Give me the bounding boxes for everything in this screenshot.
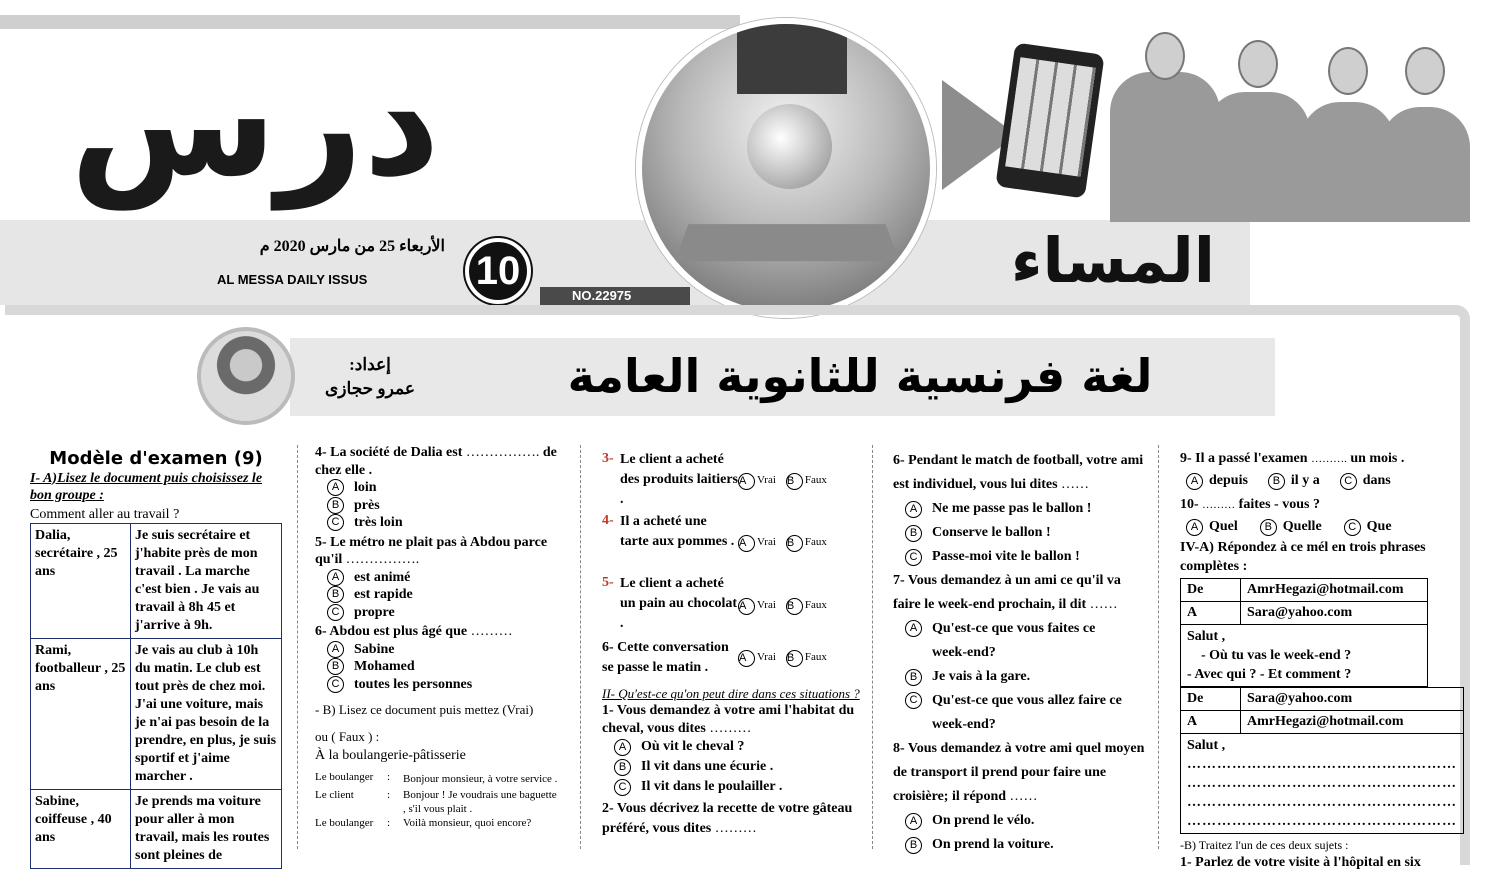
mail-to-row bbox=[1181, 711, 1464, 734]
partB-instruction: - B) Lisez ce document puis mettez (Vrai) bbox=[315, 702, 534, 717]
option-a[interactable] bbox=[1186, 516, 1238, 538]
situation-2-text: 2- Vous décrivez la recette de votre gâteau préféré, vous dites bbox=[602, 801, 853, 836]
option-b[interactable] bbox=[1260, 516, 1322, 538]
column-divider bbox=[1158, 445, 1159, 849]
situation-7 bbox=[893, 569, 1148, 617]
issue-date: الأربعاء 25 من مارس 2020 م bbox=[259, 238, 445, 255]
table-row bbox=[31, 524, 282, 639]
letter-a-circle: A bbox=[738, 650, 755, 667]
option-a[interactable] bbox=[893, 497, 1148, 521]
item-number: 4- bbox=[602, 513, 614, 528]
vrai-label: Vrai bbox=[757, 599, 776, 612]
phone-screen bbox=[1005, 57, 1096, 177]
letter-a-circle: A bbox=[327, 569, 344, 586]
students-photo bbox=[1100, 22, 1470, 222]
mail-line: - Avec qui ? - Et comment ? bbox=[1187, 667, 1352, 682]
letter-a-circle: A bbox=[905, 501, 922, 518]
letter-b-circle: B bbox=[786, 473, 803, 490]
item-number: 5- bbox=[602, 575, 614, 590]
option-label: On prend le vélo. bbox=[932, 813, 1035, 828]
letter-a-circle: A bbox=[738, 473, 755, 490]
option-label: Ne me passe pas le ballon ! bbox=[932, 501, 1092, 516]
globe-icon bbox=[747, 104, 832, 189]
partB-instruction: -B) Traitez l'un de ces deux sujets : bbox=[1180, 838, 1349, 852]
vrai-faux bbox=[738, 512, 827, 574]
option-a[interactable] bbox=[893, 809, 1148, 833]
blank-dots: …… bbox=[1061, 477, 1090, 492]
letter-c-circle: C bbox=[1344, 519, 1361, 536]
letter-a-circle: A bbox=[1186, 519, 1203, 536]
option-b[interactable] bbox=[893, 521, 1148, 545]
faux-choice[interactable] bbox=[786, 534, 827, 552]
mail-body bbox=[1181, 625, 1428, 687]
option-label: Il vit dans le poulailler . bbox=[641, 779, 783, 794]
answer-line: ……………………………………………… bbox=[1187, 757, 1457, 772]
column-1 bbox=[30, 450, 282, 869]
person-figure bbox=[1380, 107, 1470, 222]
question-10 bbox=[1180, 494, 1430, 516]
mail-to: Sara@yahoo.com bbox=[1241, 602, 1428, 625]
document-title: À la boulangerie-pâtisserie bbox=[315, 748, 466, 763]
letter-b-circle: B bbox=[786, 598, 803, 615]
colon: : bbox=[387, 770, 391, 783]
al-messa-logo: المساء bbox=[1010, 224, 1215, 297]
mail-label: A bbox=[1181, 711, 1241, 734]
dialog-text: Voilà monsieur, quoi encore? bbox=[403, 816, 532, 829]
option-a[interactable] bbox=[315, 479, 565, 497]
option-b[interactable] bbox=[315, 658, 565, 676]
option-a[interactable] bbox=[602, 737, 860, 757]
smartphone-graphic bbox=[995, 42, 1104, 198]
situation-7-text: 7- Vous demandez à un ami ce qu'il va faire le week-end prochain, il dit bbox=[893, 573, 1121, 612]
document-question: Comment aller au travail ? bbox=[30, 506, 180, 522]
email-box-2 bbox=[1180, 687, 1464, 834]
technology-photo bbox=[636, 18, 936, 318]
option-c[interactable] bbox=[893, 689, 1148, 737]
letter-c-circle: C bbox=[905, 692, 922, 709]
option-c[interactable] bbox=[1340, 470, 1391, 492]
vrai-choice[interactable] bbox=[738, 649, 776, 667]
option-c[interactable] bbox=[315, 676, 565, 694]
question-10-start: 10- bbox=[1180, 497, 1199, 512]
dialog-speaker: Le boulanger bbox=[315, 770, 374, 783]
question-6-text: 6- Abdou est plus âgé que bbox=[315, 624, 468, 639]
table-row bbox=[31, 639, 282, 790]
column-3 bbox=[602, 450, 860, 839]
commute-table bbox=[30, 523, 282, 869]
option-label: On prend la voiture. bbox=[932, 837, 1054, 852]
letter-a-circle: A bbox=[905, 813, 922, 830]
option-label: propre bbox=[354, 604, 395, 620]
item-text: Il a acheté une tarte aux pommes . bbox=[620, 514, 735, 549]
table-cell-who: Dalia, secrétaire , 25 ans bbox=[31, 524, 131, 639]
letter-a-circle: A bbox=[614, 739, 631, 756]
issue-name-en: AL MESSA DAILY ISSUS bbox=[217, 272, 368, 287]
option-b[interactable] bbox=[893, 665, 1148, 689]
letter-a-circle: A bbox=[905, 620, 922, 637]
suit-shape bbox=[737, 24, 847, 94]
table-cell-who: Sabine, coiffeuse , 40 ans bbox=[31, 790, 131, 869]
table-cell-text: Je prends ma voiture pour aller à mon travail, mais les routes sont pleines de bbox=[131, 790, 282, 869]
page-number-badge: 10 bbox=[465, 238, 531, 304]
mail-greeting: Salut , bbox=[1187, 629, 1226, 644]
prepared-label: إعداد: bbox=[349, 355, 391, 374]
table-row bbox=[31, 790, 282, 869]
item-number: 3- bbox=[602, 451, 614, 466]
blank-dots: ……………. bbox=[465, 445, 540, 460]
part4-instruction: IV-A) Répondez à ce mél en trois phrases complètes : bbox=[1180, 540, 1426, 574]
column-divider bbox=[580, 445, 581, 849]
dialog-line bbox=[315, 788, 560, 816]
letter-b-circle: B bbox=[327, 658, 344, 675]
letter-a-circle: A bbox=[327, 479, 344, 496]
vrai-faux bbox=[738, 450, 827, 512]
letter-c-circle: C bbox=[1340, 473, 1357, 490]
question-4-end: de chez elle . bbox=[315, 445, 557, 478]
mail-reply-row bbox=[1181, 734, 1464, 834]
mail-label: De bbox=[1181, 688, 1241, 711]
dialog-line bbox=[315, 816, 560, 830]
blank-dots: ……………. bbox=[345, 552, 420, 567]
question-9-text: 9- Il a passé l'examen bbox=[1180, 451, 1308, 466]
situation-8 bbox=[893, 737, 1148, 809]
table-cell-who: Rami, footballeur , 25 ans bbox=[31, 639, 131, 790]
option-label: depuis bbox=[1209, 473, 1248, 488]
faux-label: Faux bbox=[804, 651, 827, 664]
colon: : bbox=[387, 788, 391, 801]
mail-line: - Où tu vas le week-end ? bbox=[1201, 648, 1352, 663]
blank-dots: ……… bbox=[470, 624, 513, 639]
q9-options bbox=[1180, 470, 1430, 492]
mail-body-row bbox=[1181, 625, 1428, 687]
faux-label: Faux bbox=[804, 536, 827, 549]
part2-instruction: II- Qu'est-ce qu'on peut dire dans ces situations ? bbox=[602, 686, 860, 701]
mail-from-row bbox=[1181, 688, 1464, 711]
option-b[interactable] bbox=[602, 757, 860, 777]
option-label: Où vit le cheval ? bbox=[641, 739, 745, 754]
tablet-shape bbox=[675, 224, 899, 261]
question-6 bbox=[315, 623, 565, 641]
mail-to: AmrHegazi@hotmail.com bbox=[1241, 711, 1464, 734]
issue-number: NO.22975 bbox=[540, 287, 690, 305]
option-label: Je vais à la gare. bbox=[932, 669, 1031, 684]
letter-b-circle: B bbox=[327, 497, 344, 514]
item-text: Le client a acheté un pain au chocolat . bbox=[620, 576, 738, 631]
option-label: toutes les personnes bbox=[354, 676, 473, 692]
sujet-1: 1- Parlez de votre visite à l'hôpital en six bbox=[1180, 855, 1421, 870]
vrai-label: Vrai bbox=[757, 474, 776, 487]
letter-b-circle: B bbox=[905, 525, 922, 542]
option-label: Conserve le ballon ! bbox=[932, 525, 1051, 540]
mail-from: Sara@yahoo.com bbox=[1241, 688, 1464, 711]
page-title: لغة فرنسية للثانوية العامة bbox=[567, 349, 1153, 403]
column-2 bbox=[315, 444, 565, 830]
option-c[interactable] bbox=[1344, 516, 1392, 538]
mail-label: A bbox=[1181, 602, 1241, 625]
letter-c-circle: C bbox=[905, 549, 922, 566]
option-a[interactable] bbox=[1186, 470, 1248, 492]
tf-item bbox=[602, 574, 860, 638]
option-c[interactable] bbox=[315, 514, 565, 532]
top-gray-bar bbox=[0, 15, 740, 29]
vrai-label: Vrai bbox=[757, 536, 776, 549]
option-a[interactable] bbox=[893, 617, 1148, 665]
author-avatar bbox=[197, 327, 295, 425]
option-b[interactable] bbox=[893, 833, 1148, 857]
column-4 bbox=[893, 449, 1148, 857]
dialog-text: Bonjour ! Je voudrais une baguette , s'il vous plait . bbox=[403, 788, 557, 815]
mail-label: De bbox=[1181, 579, 1241, 602]
option-label: Mohamed bbox=[354, 659, 415, 674]
option-label: Il vit dans une écurie . bbox=[641, 759, 774, 774]
letter-c-circle: C bbox=[327, 676, 344, 693]
email-box-1 bbox=[1180, 578, 1428, 687]
partB-instruction-2: ou ( Faux ) : bbox=[315, 728, 380, 744]
vrai-choice[interactable] bbox=[738, 472, 776, 490]
dialog-speaker: Le client bbox=[315, 788, 354, 801]
situation-1 bbox=[602, 702, 860, 737]
question-10-end: faites - vous ? bbox=[1238, 497, 1320, 512]
blank-dots: ……… bbox=[1202, 499, 1236, 511]
letter-b-circle: B bbox=[614, 759, 631, 776]
item-text: Le client a acheté des produits laitiers . bbox=[620, 452, 738, 507]
blank-dots: ……… bbox=[714, 821, 757, 836]
vrai-choice[interactable] bbox=[738, 534, 776, 552]
blank-dots: …… bbox=[1089, 597, 1118, 612]
author-name: عمرو حجازى bbox=[325, 379, 415, 398]
person-figure bbox=[1110, 72, 1220, 222]
letter-a-circle: A bbox=[738, 535, 755, 552]
dialog-table bbox=[315, 770, 560, 830]
blank-dots: …… bbox=[1009, 789, 1038, 804]
person-head bbox=[1145, 32, 1185, 80]
situation-6 bbox=[893, 449, 1148, 497]
option-label: Que bbox=[1366, 519, 1392, 534]
blank-dots: ……… bbox=[709, 720, 752, 736]
option-label: Quel bbox=[1209, 519, 1238, 534]
option-label: Quelle bbox=[1282, 519, 1322, 534]
letter-a-circle: A bbox=[327, 641, 344, 658]
mail-to-row bbox=[1181, 602, 1428, 625]
vrai-faux bbox=[738, 574, 827, 638]
table-cell-text: Je vais au club à 10h du matin. Le club est tout près de chez moi. J'ai une voiture, mais je n'ai pas besoin de la prendre, en plus, je suis sportif et j'aime marcher . bbox=[131, 639, 282, 790]
letter-c-circle: C bbox=[327, 604, 344, 621]
person-head bbox=[1238, 40, 1278, 88]
mail-from-row bbox=[1181, 579, 1428, 602]
situation-6-text: 6- Pendant le match de football, votre ami est individuel, vous lui dites bbox=[893, 453, 1144, 492]
tf-item bbox=[602, 450, 860, 512]
option-c[interactable] bbox=[602, 777, 860, 797]
vrai-label: Vrai bbox=[757, 651, 776, 664]
question-9-end: un mois . bbox=[1350, 451, 1405, 466]
question-5 bbox=[315, 534, 565, 569]
option-c[interactable] bbox=[315, 604, 565, 622]
option-label: Qu'est-ce que vous allez faire ce week-end? bbox=[932, 693, 1122, 732]
faux-choice[interactable] bbox=[786, 472, 827, 490]
table-cell-text: Je suis secrétaire et j'habite près de mon travail . La marche c'est bien . Je vais au travail à 8h 45 et j'arrive à 9h. bbox=[131, 524, 282, 639]
letter-c-circle: C bbox=[327, 514, 344, 531]
dialog-text: Bonjour monsieur, à votre service . bbox=[403, 772, 558, 785]
vrai-choice[interactable] bbox=[738, 597, 776, 615]
option-label: Passe-moi vite le ballon ! bbox=[932, 549, 1080, 564]
faux-choice[interactable] bbox=[786, 649, 827, 667]
exam-heading: Modèle d'examen (9) bbox=[49, 448, 263, 469]
letter-b-circle: B bbox=[905, 669, 922, 686]
person-head bbox=[1328, 47, 1368, 95]
person-head bbox=[1405, 47, 1445, 95]
letter-b-circle: B bbox=[905, 837, 922, 854]
option-label: est rapide bbox=[354, 587, 413, 602]
part1-instruction: I- A)Lisez le document puis choisissez le bon groupe : bbox=[30, 470, 263, 503]
byline bbox=[310, 353, 430, 401]
mail-greeting: Salut , bbox=[1187, 738, 1226, 753]
option-label: loin bbox=[354, 480, 377, 495]
faux-label: Faux bbox=[804, 474, 827, 487]
column-divider bbox=[297, 445, 298, 849]
option-label: est animé bbox=[354, 569, 411, 585]
colon: : bbox=[387, 816, 391, 829]
masthead-word: درس bbox=[69, 36, 441, 210]
letter-a-circle: A bbox=[1186, 473, 1203, 490]
option-label: près bbox=[354, 497, 380, 513]
tf-item bbox=[602, 638, 860, 678]
situation-2 bbox=[602, 799, 860, 839]
option-a[interactable] bbox=[315, 569, 565, 587]
option-label: dans bbox=[1362, 473, 1391, 488]
situation-1-text: 1- Vous demandez à votre ami l'habitat du cheval, vous dites bbox=[602, 703, 855, 736]
letter-c-circle: C bbox=[614, 779, 631, 796]
column-5 bbox=[1180, 448, 1457, 872]
letter-b-circle: B bbox=[786, 535, 803, 552]
dialog-line bbox=[315, 770, 560, 788]
tf-item bbox=[602, 512, 860, 574]
question-5-text: 5- Le métro ne plait pas à Abdou parce qu'il bbox=[315, 534, 548, 567]
letter-b-circle: B bbox=[327, 586, 344, 603]
option-b[interactable] bbox=[1268, 470, 1320, 492]
question-4-text: 4- La société de Dalia est bbox=[315, 445, 463, 460]
answer-line: ……………………………………………… bbox=[1187, 814, 1457, 829]
person-figure bbox=[1205, 92, 1310, 222]
item-text: 6- Cette conversation se passe le matin . bbox=[602, 640, 729, 675]
option-label: il y a bbox=[1290, 473, 1320, 488]
letter-b-circle: B bbox=[1260, 519, 1277, 536]
situation-8-text: 8- Vous demandez à votre ami quel moyen de transport il prend pour faire une croisière; il répond bbox=[893, 741, 1145, 804]
option-b[interactable] bbox=[315, 497, 565, 515]
option-label: Qu'est-ce que vous faites ce week-end? bbox=[932, 621, 1096, 660]
vrai-faux bbox=[738, 638, 827, 678]
answer-line: ……………………………………………… bbox=[1187, 776, 1457, 791]
letter-b-circle: B bbox=[1268, 473, 1285, 490]
option-c[interactable] bbox=[893, 545, 1148, 569]
answer-line: ……………………………………………… bbox=[1187, 795, 1457, 810]
q10-options bbox=[1180, 516, 1430, 538]
faux-choice[interactable] bbox=[786, 597, 827, 615]
letter-a-circle: A bbox=[738, 598, 755, 615]
dialog-speaker: Le boulanger bbox=[315, 816, 374, 829]
mail-reply[interactable] bbox=[1181, 734, 1464, 834]
column-divider bbox=[872, 445, 873, 849]
option-a[interactable] bbox=[315, 641, 565, 659]
mail-from: AmrHegazi@hotmail.com bbox=[1241, 579, 1428, 602]
question-9 bbox=[1180, 448, 1430, 470]
question-4 bbox=[315, 444, 565, 479]
letter-b-circle: B bbox=[786, 650, 803, 667]
option-b[interactable] bbox=[315, 586, 565, 604]
blank-dots: ………. bbox=[1311, 453, 1347, 465]
option-label: très loin bbox=[354, 515, 403, 530]
option-label: Sabine bbox=[354, 641, 395, 657]
faux-label: Faux bbox=[804, 599, 827, 612]
